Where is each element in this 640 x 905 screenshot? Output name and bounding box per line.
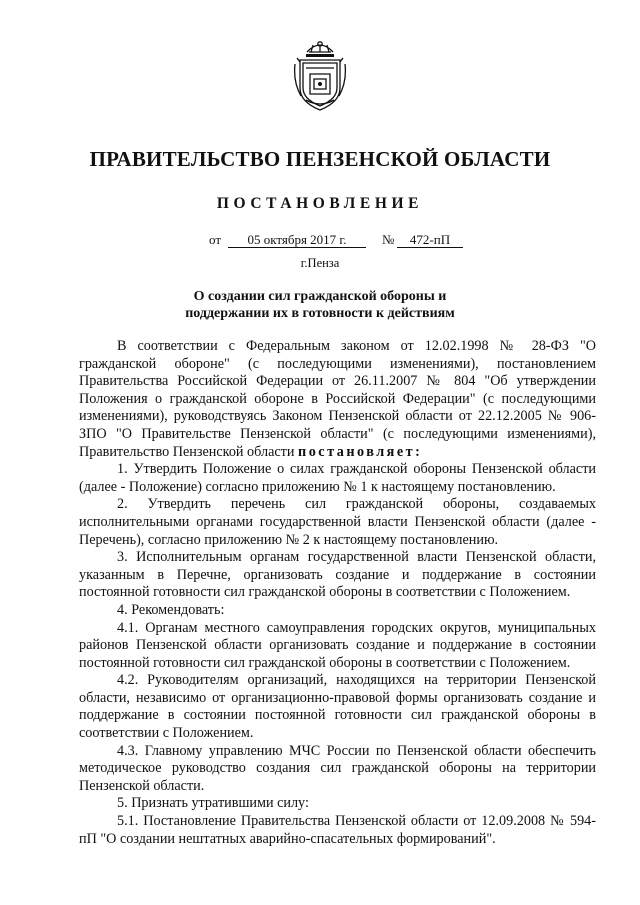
paragraph: 5.1. Постановление Правительства Пензенской области от 12.09.2008 № 594-пП "О создании нештатных аварийно-спасательных формирований". [79, 813, 596, 847]
paragraph: 4.3. Главному управлению МЧС России по Пензенской области обеспечить методическое руководство создания сил гражданской обороны на территории Пензенской области. [79, 742, 596, 794]
coat-of-arms-icon [293, 38, 347, 114]
number-label: № [382, 232, 395, 247]
from-label: от [209, 232, 222, 247]
government-title: ПРАВИТЕЛЬСТВО ПЕНЗЕНСКОЙ ОБЛАСТИ [89, 147, 551, 171]
document-date: 05 октября 2017 г. [228, 232, 366, 248]
date-number-line [0, 232, 640, 250]
paragraph: 5. Признать утратившими силу: [117, 795, 309, 812]
preamble-text: В соответствии с Федеральным законом от 12.02.1998 № 28-ФЗ "О гражданской обороне" (с последующими изменениями), постановлением Правительства Российской Федерации от 26.11.2007 № 804 "Об утверждении Положения о гражданской обороне в Российской Федерации" (с последующими изменениями), руководствуясь Законом Пензенской области от 22.12.2005 № 906-ЗПО "О Правительстве Пензенской области" (с последующими изменениями), Правительство Пензенской области [79, 338, 596, 460]
paragraph: 3. Исполнительным органам государственной власти Пензенской области, указанным в Перечне, организовать создание и поддержание в состоянии постоянной готовности сил гражданской обороны в соответствии с Положением. [79, 549, 596, 601]
preamble-paragraph [79, 338, 596, 461]
document-number: 472-пП [397, 232, 463, 248]
subject-line: О создании сил гражданской обороны и [193, 289, 447, 304]
paragraph: 4.2. Руководителям организаций, находящихся на территории Пензенской области, независимо от организационно-правовой формы организовать создание и поддержание в состоянии постоянной готовности сил гражданской обороны в соответствии с Положением. [79, 672, 596, 742]
document-type: ПОСТАНОВЛЕНИЕ [216, 195, 424, 212]
subject-line: поддержании их в готовности к действиям [185, 306, 455, 321]
paragraph: 4.1. Органам местного самоуправления городских округов, муниципальных районов Пензенской области организовать создание и поддержание в состоянии постоянной готовности сил гражданской обороны в соответствии с Положением. [79, 619, 596, 671]
document-body [79, 338, 596, 848]
document-subject [0, 288, 640, 322]
paragraph: 4. Рекомендовать: [117, 601, 225, 618]
paragraph: 2. Утвердить перечень сил гражданской обороны, создаваемых исполнительными органами государственной власти Пензенской области (далее - Перечень), согласно приложению № 2 к настоящему постановлению. [79, 496, 596, 548]
decree-word: постановляет: [298, 443, 423, 460]
city: г.Пенза [300, 256, 340, 270]
paragraph: 1. Утвердить Положение о силах гражданской обороны Пензенской области (далее - Положение) согласно приложению № 1 к настоящему постановлению. [79, 461, 596, 495]
